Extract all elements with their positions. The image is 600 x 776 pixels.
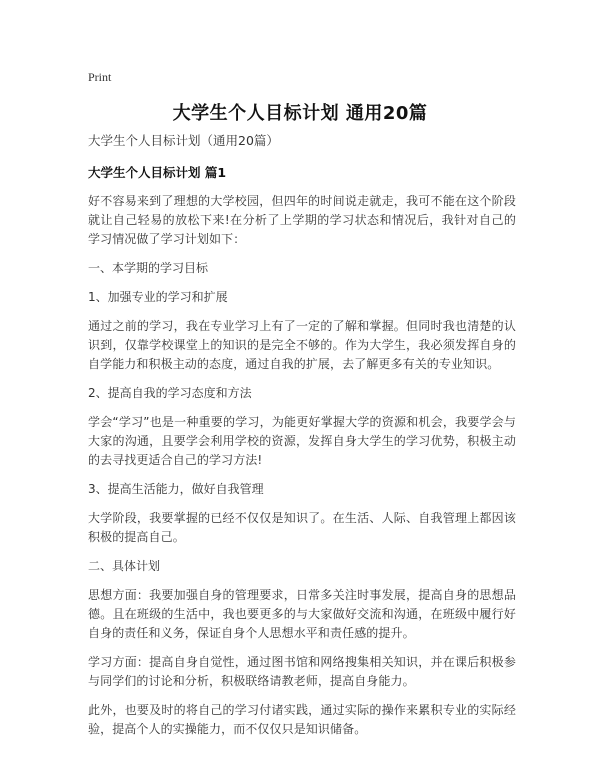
item1-heading: 1、加强专业的学习和扩展 <box>88 290 228 304</box>
intro-paragraph: 好不容易来到了理想的大学校园，但四年的时间说走就走，我可不能在这个阶段就让自己轻易的放松下来!在分析了上学期的学习状态和情况后，我针对自己的学习情况做了学习计划如下： <box>88 194 516 246</box>
item1-paragraph: 通过之前的学习，我在专业学习上有了一定的了解和掌握。但同时我也清楚的认识到，仅靠学校课堂上的知识的是完全不够的。作为大学生，我必须发挥自身的自学能力和积极主动的态度，通过自我的扩展，去了解更多有关的专业知识。 <box>88 319 516 371</box>
document-body <box>88 132 516 749</box>
part1-heading: 一、本学期的学习目标 <box>88 261 209 275</box>
item3-paragraph: 大学阶段，我要掌握的已经不仅仅是知识了。在生活、人际、自我管理上都因该积极的提高自己。 <box>88 511 516 544</box>
document-subtitle: 大学生个人目标计划（通用20篇） <box>88 133 279 148</box>
item2-paragraph: 学会“学习”也是一种重要的学习，为能更好掌握大学的资源和机会，我要学会与大家的沟通，且要学会利用学校的资源，发挥自身大学生的学习优势，积极主动的去寻找更适合自己的学习方法! <box>88 415 516 467</box>
plan-study-paragraph: 学习方面：提高自身自觉性，通过图书馆和网络搜集相关知识，并在课后积极参与同学们的讨论和分析，积极联络请教老师，提高自身能力。 <box>88 655 516 688</box>
document-title: 大学生个人目标计划 通用20篇 <box>172 103 428 124</box>
item2-heading: 2、提高自我的学习态度和方法 <box>88 386 252 400</box>
plan-practice-paragraph: 此外，也要及时的将自己的学习付诸实践，通过实际的操作来累积专业的实际经验，提高个人的实操能力，而不仅仅只是知识储备。 <box>88 703 516 736</box>
print-label[interactable]: Print <box>88 70 112 84</box>
plan-thought-paragraph: 思想方面：我要加强自身的管理要求，日常多关注时事发展，提高自身的思想品德。且在班级的生活中，我也要更多的与大家做好交流和沟通，在班级中履行好自身的责任和义务，保证自身个人思想水平和责任感的提升。 <box>88 588 516 640</box>
section-title: 大学生个人目标计划 篇1 <box>88 165 227 180</box>
item3-heading: 3、提高生活能力，做好自我管理 <box>88 482 264 496</box>
part2-heading: 二、具体计划 <box>88 559 161 573</box>
